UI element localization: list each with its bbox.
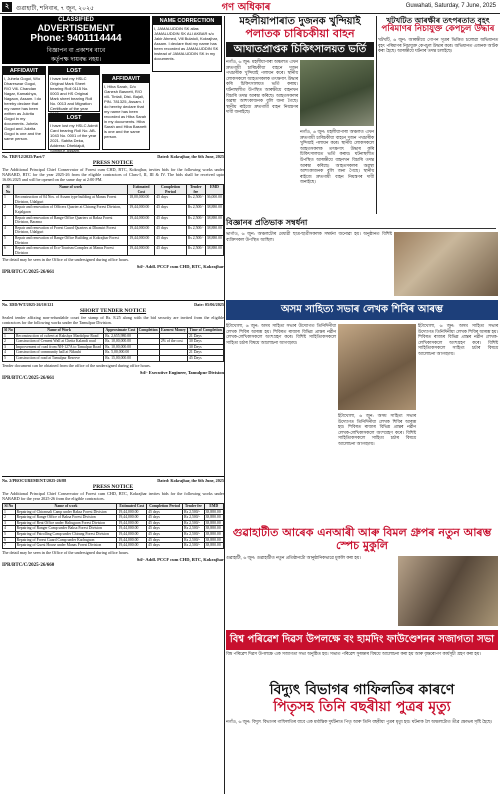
table-row (3, 355, 224, 361)
table-row (3, 543, 224, 549)
table-cell: 45 days (147, 543, 183, 549)
ad-body: I have lost my HSLC Original Mark Sheet bearing Roll 0115 No. 0003 and HS Original Mark sheet bearing Roll No. 0013 and Migration Certificate of the year (50, 76, 93, 111)
notice-intro: The Additional Principal Chief Conservator of Forest cum CHD, BTC, Kokrajhar invites bids for the following works under NABARD for the year 2025-26 from the eligible contractors. (2, 491, 224, 501)
table-cell: 19,44,000.00 (117, 537, 147, 543)
notice-table (2, 184, 224, 256)
table-cell: 19,44,000.00 (128, 225, 155, 235)
table-cell: 45 days (155, 195, 187, 205)
table-cell: 45 days (155, 205, 187, 215)
table-cell: Rs 2,500/- (186, 195, 205, 205)
notice-code: IPR/BTC/C/2025-26/661 (2, 375, 55, 381)
story3-body: ভাৰ্গাও, ৬ জুন: অঞ্চলটোৰ মেধাৱী ছাত্ৰ-ছাত্ৰীসকলক সম্বৰ্ধনা জনোৱা হয়। অনুষ্ঠানত বিশিষ্ট ব্যক্তিসকল উপস্থিত আছিল। (226, 232, 392, 243)
table-cell: Rs. 10,00,000.00 (104, 344, 137, 350)
table-cell: Repairing of Chiransali Camp under Baksa Forest Division (15, 509, 117, 515)
headline-line1: বিদ্যুৎ বিভাগৰ গাফিলতিৰ কাৰণে (269, 682, 455, 698)
notice-date: Dated: Kokrajhar, the 6th June, 2025 (157, 478, 224, 483)
table-cell: 38,880.00 (205, 225, 223, 235)
table-cell: Construction of road at Tamulpur Reserve (14, 355, 103, 361)
table-cell: 1 (3, 333, 15, 339)
story4-body-col2: ইটাখোলা, ৬ জুন: অসম সাহিত্য সভাৰ উদ্যোগত তিনিদিনীয়া লেখক শিবিৰ আৰম্ভ হয়। শিবিৰত ৰাজ্যৰ বিভিন্ন প্ৰান্তৰ নৱীন লেখক-লেখিকাসকলে অংশগ্ৰহণ কৰে। বিশিষ্ট সাহিত্যিকসকলে সাহিত্য চৰ্চাৰ বিষয়ে আলোচনা আগবঢ়ায়। (338, 414, 416, 447)
table-row (3, 350, 224, 356)
table-cell: 2 (3, 515, 16, 521)
table-cell: 2% of the cost (159, 339, 187, 345)
table-row (3, 215, 224, 225)
classified-disclaimer: কৰ্তৃপক্ষ দায়বদ্ধ নহয়। (2, 56, 150, 64)
notice-ref: No. 3DD/WT/2025-26/10/121 (2, 302, 54, 307)
story7-body: নগাঁও, ৬ জুন: বিদ্যুৎ বিভাগৰ গাফিলতিৰ বাবে এক মৰ্মান্তিক দুৰ্ঘটনাত পিতৃ আৰু তিনি বছৰীয়া পুত্ৰৰ মৃত্যু হয়। ঘটনাক লৈ অঞ্চলটোত তীব্ৰ ক্ষোভৰ সৃষ্টি হৈছে। (226, 720, 493, 725)
story6-banner: বিশ্ব পৰিৱেশ দিৱস উপলক্ষে বং হামদিং ফাউণ্ডেশনৰ সজাগতা সভা (226, 630, 498, 650)
notice-date: Dated: Kokrajhar, the 6th June, 2025 (157, 154, 224, 159)
table-cell: Repairing of Patrolling Camp under Chirang Forest Division (15, 531, 117, 537)
story5-headline: গুৱাহাটীত আৰেক এনআৰী আৰু বিমল গ্ৰুপৰ নতুন আৰম্ভ স্পেচ মুকুলি (232, 526, 492, 552)
table-cell: 45 Days (188, 355, 224, 361)
table-cell: Repairing of Range Office of Baksa Forest Division (15, 515, 117, 521)
table-cell: Repair and renovation of Forest Guard Quarters at Dhansiri Forest Division, Udalguri (14, 225, 128, 235)
table-cell: 5 (3, 355, 15, 361)
table-cell: 7 (3, 543, 16, 549)
affidavit-ad-right (102, 74, 150, 150)
table-cell: Repairing of Ranger Camp under Baksa Forest Division (15, 526, 117, 532)
table-cell: 3 (3, 215, 14, 225)
table-cell: 45 days (147, 537, 183, 543)
ad-title: LOST (49, 67, 99, 75)
table-cell: Rs 2,500/- (183, 515, 204, 521)
table-cell: Repairing of Beat Office under Haltugaon Forest Division (15, 520, 117, 526)
table-header-cell: Estimated Cost (128, 185, 155, 195)
table-cell: 38,880.00 (204, 509, 223, 515)
ad-body: I, JAMALUDDIN SK alias JAMALUDDIN SK ALI AKBAR s/o Jakir Ahmed, Vill Bulatoli, Kokrajhar, Assam. I declare that my name has been recorded as JAMALUDDIN SK instead of JAMALUDDIN SK in my documents. (154, 26, 219, 61)
table-cell: 38,880.00 (205, 235, 223, 245)
story4-body-col3: ইটাখোলা, ৬ জুন: অসম সাহিত্য সভাৰ উদ্যোগত তিনিদিনীয়া লেখক শিবিৰ আৰম্ভ হয়। শিবিৰত ৰাজ্যৰ বিভিন্ন প্ৰান্তৰ নৱীন লেখক-লেখিকাসকলে অংশগ্ৰহণ কৰে। বিশিষ্ট সাহিত্যিকসকলে সাহিত্য চৰ্চাৰ বিষয়ে আলোচনা আগবঢ়ায়। (418, 324, 498, 357)
table-cell: Rs 2,500/- (183, 526, 204, 532)
notice-table (2, 327, 224, 362)
table-cell: 19,44,000.00 (117, 531, 147, 537)
table-cell: 1 (3, 195, 14, 205)
table-cell: 45 days (147, 531, 183, 537)
classified-line1: বিজ্ঞাপন বা প্ৰকাশৰ বাবে (46, 48, 106, 54)
headline-line1: মহলীয়াপাৰাত দুজনক খুন্দিয়াই (239, 16, 361, 27)
notice-code: IPR/BTC/C/2025-26/661 (2, 270, 55, 276)
short-tender-notice (2, 300, 224, 472)
classified-banner (2, 16, 150, 56)
table-cell: 45 days (155, 225, 187, 235)
table-cell: 19,44,000.00 (128, 205, 155, 215)
table-cell: 6 (3, 537, 16, 543)
notice-title: PRESS NOTICE (92, 484, 134, 490)
table-cell: 3 (3, 520, 16, 526)
ad-title: AFFIDAVIT (103, 75, 149, 83)
table-header-cell: Name of work (15, 504, 117, 510)
table-cell: Rs 2,500/- (183, 537, 204, 543)
table-cell: 30 Days (188, 344, 224, 350)
table-cell: Repairing of Forest Guard Camp under Kachugaon (15, 537, 117, 543)
table-cell: Repair and renovation of Eco-Tourism Complex at Manas Forest Division (14, 246, 128, 256)
classified-label: CLASSIFIED (58, 17, 94, 23)
notice-intro: Sealed tender affixing non-refundable court fee stamp of Rs. 8.25 along with the bid security are invited from the eligible contractors for the following works under the Tamulpur Division. (2, 315, 224, 325)
date-right: Guwahati, Saturday, 7 June, 2025 (405, 3, 496, 9)
table-header-cell: Sl No (4, 504, 14, 508)
story3-headline: বিজ্ঞানৰ প্ৰতিভাক সম্বৰ্ধনা (226, 217, 496, 229)
table-cell: 5 (3, 531, 16, 537)
table-header-cell: Sl No (3, 185, 14, 195)
table-cell: 38,880.00 (204, 543, 223, 549)
table-header-cell: EMD (204, 504, 223, 510)
story1-body-col2: নগাঁও, ৬ জুন: মহলীয়াপাৰা অঞ্চলত এখন দ্ৰুতগামী চাৰিচকীয়া বাহনে দুজন পথচাৰীক খুন্দিয়াই পলায়ন কৰে। স্থানীয় লোকসকলে আহতসকলক তৎক্ষণাৎ উদ্ধাৰ কৰি চিকিৎসালয়ত ভৰ্তি কৰায়। ঘটনাস্থলীত উপস্থিত আৰক্ষীয়ে বাহনখন বিচাৰি তদন্ত আৰম্ভ কৰিছে। আহতসকলৰ অৱস্থা আশংকাজনক বুলি জনা গৈছে। স্থানীয় ৰাইজে দ্ৰুতগামী বাহন নিয়ন্ত্ৰণৰ দাবী জনাইছে। (300, 130, 374, 186)
table-cell: Improvement of road from NH-127A to Tamulpur Road (14, 344, 103, 350)
table-cell: Rs. 5,00,000.00 (104, 350, 137, 356)
table-row (3, 344, 224, 350)
table-cell: 38,880.00 (204, 526, 223, 532)
table-cell: 45 days (147, 515, 183, 521)
notice-ref: No. TRP/12/2025/Part/7 (2, 154, 45, 159)
table-cell: Rs 2,500/- (186, 215, 205, 225)
story5-body: গুৱাহাটী, ৬ জুন: গুৱাহাটীত নতুন প্ৰতিষ্ঠানটো আনুষ্ঠানিকভাৱে মুকলি কৰা হয়। (226, 556, 361, 561)
table-header-cell: Approximate Cost (105, 328, 136, 332)
table-cell: 3 (3, 344, 15, 350)
table-cell: 1 (3, 509, 16, 515)
table-row (3, 333, 224, 339)
table-cell: 2 (3, 339, 15, 345)
table-cell: 21 Days (188, 333, 224, 339)
column-divider (224, 16, 225, 794)
table-cell: Repairing of Guest House under Manas Forest Division (15, 543, 117, 549)
table-header-cell: Tender fee (183, 504, 204, 510)
notice-signature: Sd/- Addl. PCCF cum CHD, BTC, Kokrajhar (136, 556, 224, 562)
table-cell: 6 (3, 246, 14, 256)
table-cell: 4 (3, 225, 14, 235)
press-notice-1 (2, 152, 224, 296)
masthead (0, 0, 500, 14)
table-cell: Rs. 15,00,000.00 (104, 355, 137, 361)
table-header-cell: Name of work (14, 185, 128, 195)
table-cell: 45 days (147, 520, 183, 526)
story4-body-col1: ইটাখোলা, ৬ জুন: অসম সাহিত্য সভাৰ উদ্যোগত তিনিদিনীয়া লেখক শিবিৰ আৰম্ভ হয়। শিবিৰত ৰাজ্যৰ বিভিন্ন প্ৰান্তৰ নৱীন লেখক-লেখিকাসকলে অংশগ্ৰহণ কৰে। বিশিষ্ট সাহিত্যিকসকলে সাহিত্য চৰ্চাৰ বিষয়ে আলোচনা আগবঢ়ায়। (226, 324, 336, 346)
table-cell: 19,44,000.00 (117, 526, 147, 532)
table-cell: 19,44,000.00 (117, 543, 147, 549)
table-cell: 45 days (155, 246, 187, 256)
table-cell: 38,880.00 (204, 531, 223, 537)
notice-code: IPR/BTC/C/2025-26/660 (2, 562, 55, 568)
table-cell: 19,44,000.00 (128, 215, 155, 225)
table-cell: 30 Days (188, 339, 224, 345)
notice-footer: The detail may be seen in the Office of the undersigned during office hours. (2, 549, 130, 555)
date-left: গুৱাহাটী, শনিবাৰ, ৭ জুন, ২০২৫ (16, 6, 94, 12)
table-header-cell: Completion (138, 328, 158, 332)
table-header-cell: Estimated Cost (117, 504, 147, 510)
table-cell: Rs 2,500/- (183, 543, 204, 549)
table-header-cell: Completion Period (147, 504, 183, 510)
table-cell (159, 355, 187, 361)
ad-title: NAME CORRECTION (153, 17, 221, 25)
table-cell: 19,44,000.00 (128, 246, 155, 256)
table-cell: Repair and renovation of Officers Quarter at Chirang Forest Division, Kajalgaon (14, 205, 128, 215)
notice-footer: Tender document can be obtained from the office of the undersigned during office hours. (2, 362, 151, 368)
table-cell: 45 days (147, 509, 183, 515)
table-cell: 18,00,000.00 (128, 195, 155, 205)
table-cell: 19,44,000.00 (117, 515, 147, 521)
column-divider (376, 16, 377, 214)
notice-signature: Sd/- Executive Engineer, Tamulpur Division (139, 369, 224, 375)
table-row (3, 205, 224, 215)
lost-ad-1 (48, 66, 100, 112)
story4-banner: অসম সাহিত্য সভাৰ লেখক শিবিৰ আৰম্ভ (226, 300, 498, 320)
felicitation-photo (394, 232, 498, 296)
table-cell: 38,880.00 (205, 205, 223, 215)
table-header-cell: Name of Work (14, 328, 103, 334)
table-cell: 38,880.00 (205, 246, 223, 256)
table-cell: 2 (3, 205, 14, 215)
table-cell (137, 355, 159, 361)
table-header-cell: EMD (205, 185, 223, 195)
table-cell: 45 days (147, 526, 183, 532)
table-cell: Repair and renovation of Range Office Quarters at Baksa Forest Division, Barama (14, 215, 128, 225)
notice-title: PRESS NOTICE (92, 160, 134, 166)
inauguration-photo (398, 556, 498, 626)
literary-camp-photo (338, 324, 416, 410)
table-cell: 4 (3, 350, 15, 356)
table-cell: 19,44,000.00 (117, 520, 147, 526)
table-cell: Rs 2,500/- (186, 225, 205, 235)
story1-body-col1: নগাঁও, ৬ জুন: মহলীয়াপাৰা অঞ্চলত এখন দ্ৰুতগামী চাৰিচকীয়া বাহনে দুজন পথচাৰীক খুন্দিয়াই পলায়ন কৰে। স্থানীয় লোকসকলে আহতসকলক তৎক্ষণাৎ উদ্ধাৰ কৰি চিকিৎসালয়ত ভৰ্তি কৰায়। ঘটনাস্থলীত উপস্থিত আৰক্ষীয়ে বাহনখন বিচাৰি তদন্ত আৰম্ভ কৰিছে। আহতসকলৰ অৱস্থা আশংকাজনক বুলি জনা গৈছে। স্থানীয় ৰাইজে দ্ৰুতগামী বাহন নিয়ন্ত্ৰণৰ দাবী জনাইছে। (226, 60, 298, 116)
headline-line2: পিতৃসহ তিনি বছৰীয়া পুত্ৰৰ মৃত্যু (273, 699, 451, 715)
headline-line2: পৰিমাণৰ নিচাযুক্ত কেপচুল উদ্ধাৰ (381, 24, 495, 34)
story2-body: খটখটি, ৬ জুন: আৰক্ষীয়ে গোপন সূত্ৰৰ ভিত্তিত চলোৱা অভিযানত বৃহৎ পৰিমাণৰ নিচাযুক্ত কেপচুল উদ্ধাৰ কৰে। অভিযানত এজনক আটক কৰা হৈছে। আৰক্ষীয়ে ঘটনাৰ তদন্ত চলাইছে। (378, 38, 498, 55)
table-header-cell: Tender fee (186, 185, 205, 195)
table-cell: 45 days (155, 215, 187, 225)
accident-photo (300, 60, 374, 126)
table-cell: 19,44,000.00 (117, 509, 147, 515)
newspaper-logo: গণ অধিকাৰ (221, 2, 271, 13)
story6-body: বিশ্ব পৰিৱেশ দিৱস উপলক্ষে এক সজাগতা সভা অনুষ্ঠিত হয়। সভাত পৰিৱেশ সুৰক্ষাৰ বিষয়ে আলোচনা কৰা হয় আৰু বৃক্ষৰোপণ কাৰ্যসূচী গ্ৰহণ কৰা হয়। (226, 652, 481, 657)
table-header-cell: Time of Completion (189, 328, 222, 332)
table-cell: Repair and renovation of Range Office Building at Kokrajhar Forest Division (14, 235, 128, 245)
ad-title: LOST (49, 114, 99, 122)
table-cell: 38,880.00 (204, 537, 223, 543)
table-cell: Reconstruction of 04 Nos. of Assam type building at Manas Forest Division, Udalguri (14, 195, 128, 205)
press-notice-2 (2, 476, 224, 772)
headline-line2: পলাতক চাৰিচকীয়া বাহন (245, 27, 355, 40)
notice-intro: The Additional Principal Chief Conservator of Forest cum CHD, BTC, Kokrajhar, invites bids for the following works under NABARD, BTC for the year 2025-26 from the eligible contractors of Class-I, II, III & IV. The bids shall be received upto 16.06.2025 and will be opened on the same day at 2:00 PM. (2, 167, 224, 182)
story7-headline (226, 682, 498, 716)
story2-headline (378, 16, 498, 34)
table-header-row (3, 185, 224, 195)
table-cell: 38,880.00 (204, 515, 223, 521)
table-cell: Rs 2,500/- (183, 531, 204, 537)
table-cell: 19,44,000.00 (128, 235, 155, 245)
table-row (3, 195, 224, 205)
table-cell: 36,000.00 (205, 195, 223, 205)
table-row (3, 339, 224, 345)
ad-body: I have lost my HSLC Admit Card bearing Roll No. AB-1043 No. 0001 of the year 2021. Sabita Deka, Address: Dhekiajuli, Sonitpur, Assam. (50, 123, 98, 153)
table-row (3, 225, 224, 235)
table-cell: 5 (3, 235, 14, 245)
table-cell: Rs 2,500/- (183, 520, 204, 526)
notice-table (2, 503, 224, 549)
table-cell: 21 Days (188, 350, 224, 356)
table-cell: 45 days (155, 235, 187, 245)
table-cell: Rs 2,500/- (183, 509, 204, 515)
table-cell: Reconstruction of culvert at Rakshya Mardolpur Road (14, 333, 103, 339)
headline-line1: খটখটিত আৰক্ষীৰ তৎপৰতাত বৃহৎ (386, 16, 490, 25)
story1-subheadline: আঘাতপ্ৰাপ্তক চিকিৎসালয়ত ভৰ্তি (226, 42, 374, 57)
table-cell: Rs. 2,655,980.00 (104, 333, 137, 339)
notice-footer: The detail may be seen in the Office of the undersigned during office hours. (2, 257, 130, 263)
table-cell: Rs 2,500/- (186, 235, 205, 245)
table-cell: Rs. 10,00,000.00 (104, 339, 137, 345)
page-number: ২ (2, 2, 12, 12)
table-cell: Rs 2,500/- (186, 205, 205, 215)
table-cell: 38,880.00 (204, 520, 223, 526)
table-cell: Construction of community hall at Nikashi (14, 350, 103, 356)
affidavit-ad-left (2, 66, 46, 150)
notice-title: SHORT TENDER NOTICE (79, 308, 147, 314)
table-row (3, 235, 224, 245)
table-cell: Rs 2,500/- (186, 246, 205, 256)
ad-body: I, Juhela Gogoi, W/o Dhareswar Gogoi, R/O Vill- Chandan Nagar, Kamakhya, Nagaon, Assam. I do hereby declare that my name has been written as Jukrita Gogoi in my documents. Juhela Gogoi and Jukrita Gogoi is one and the same person. (4, 76, 42, 141)
table-cell: 38,880.00 (205, 215, 223, 225)
notice-signature: Sd/- Addl. PCCF cum CHD, BTC, Kokrajhar (136, 264, 224, 270)
story1-headline (226, 16, 374, 40)
table-cell: Construction of Cement Wall at Chetia Kalandi road (14, 339, 103, 345)
notice-date: Date: 05/06/2025 (194, 302, 224, 307)
table-header-cell: Earnest Money (161, 328, 186, 332)
ad-title: AFFIDAVIT (3, 67, 45, 75)
ad-body: I, Hiba Sarah, D/o Ganesh Basnett, R/O vill- Tintali, Dist- Bajali, PIN- 781325, Assam. I do hereby declare that my name has been recorded as Hiba Sarah in my documents. Hiba Sarah and Hiba Basnett is one and the same person. (104, 84, 147, 139)
table-cell: 4 (3, 526, 16, 532)
table-header-cell: Sl No (4, 328, 13, 332)
classified-phone: Phone: 9401114444 (30, 33, 122, 44)
lost-ad-2 (48, 113, 100, 153)
table-row (3, 246, 224, 256)
table-header-cell: Completion Period (155, 185, 187, 195)
notice-ref: No. 2/PROCUREMENT/2025-26/88 (2, 478, 67, 483)
name-correction-ad (152, 16, 222, 72)
classified-title: ADVERTISEMENT (37, 23, 115, 33)
